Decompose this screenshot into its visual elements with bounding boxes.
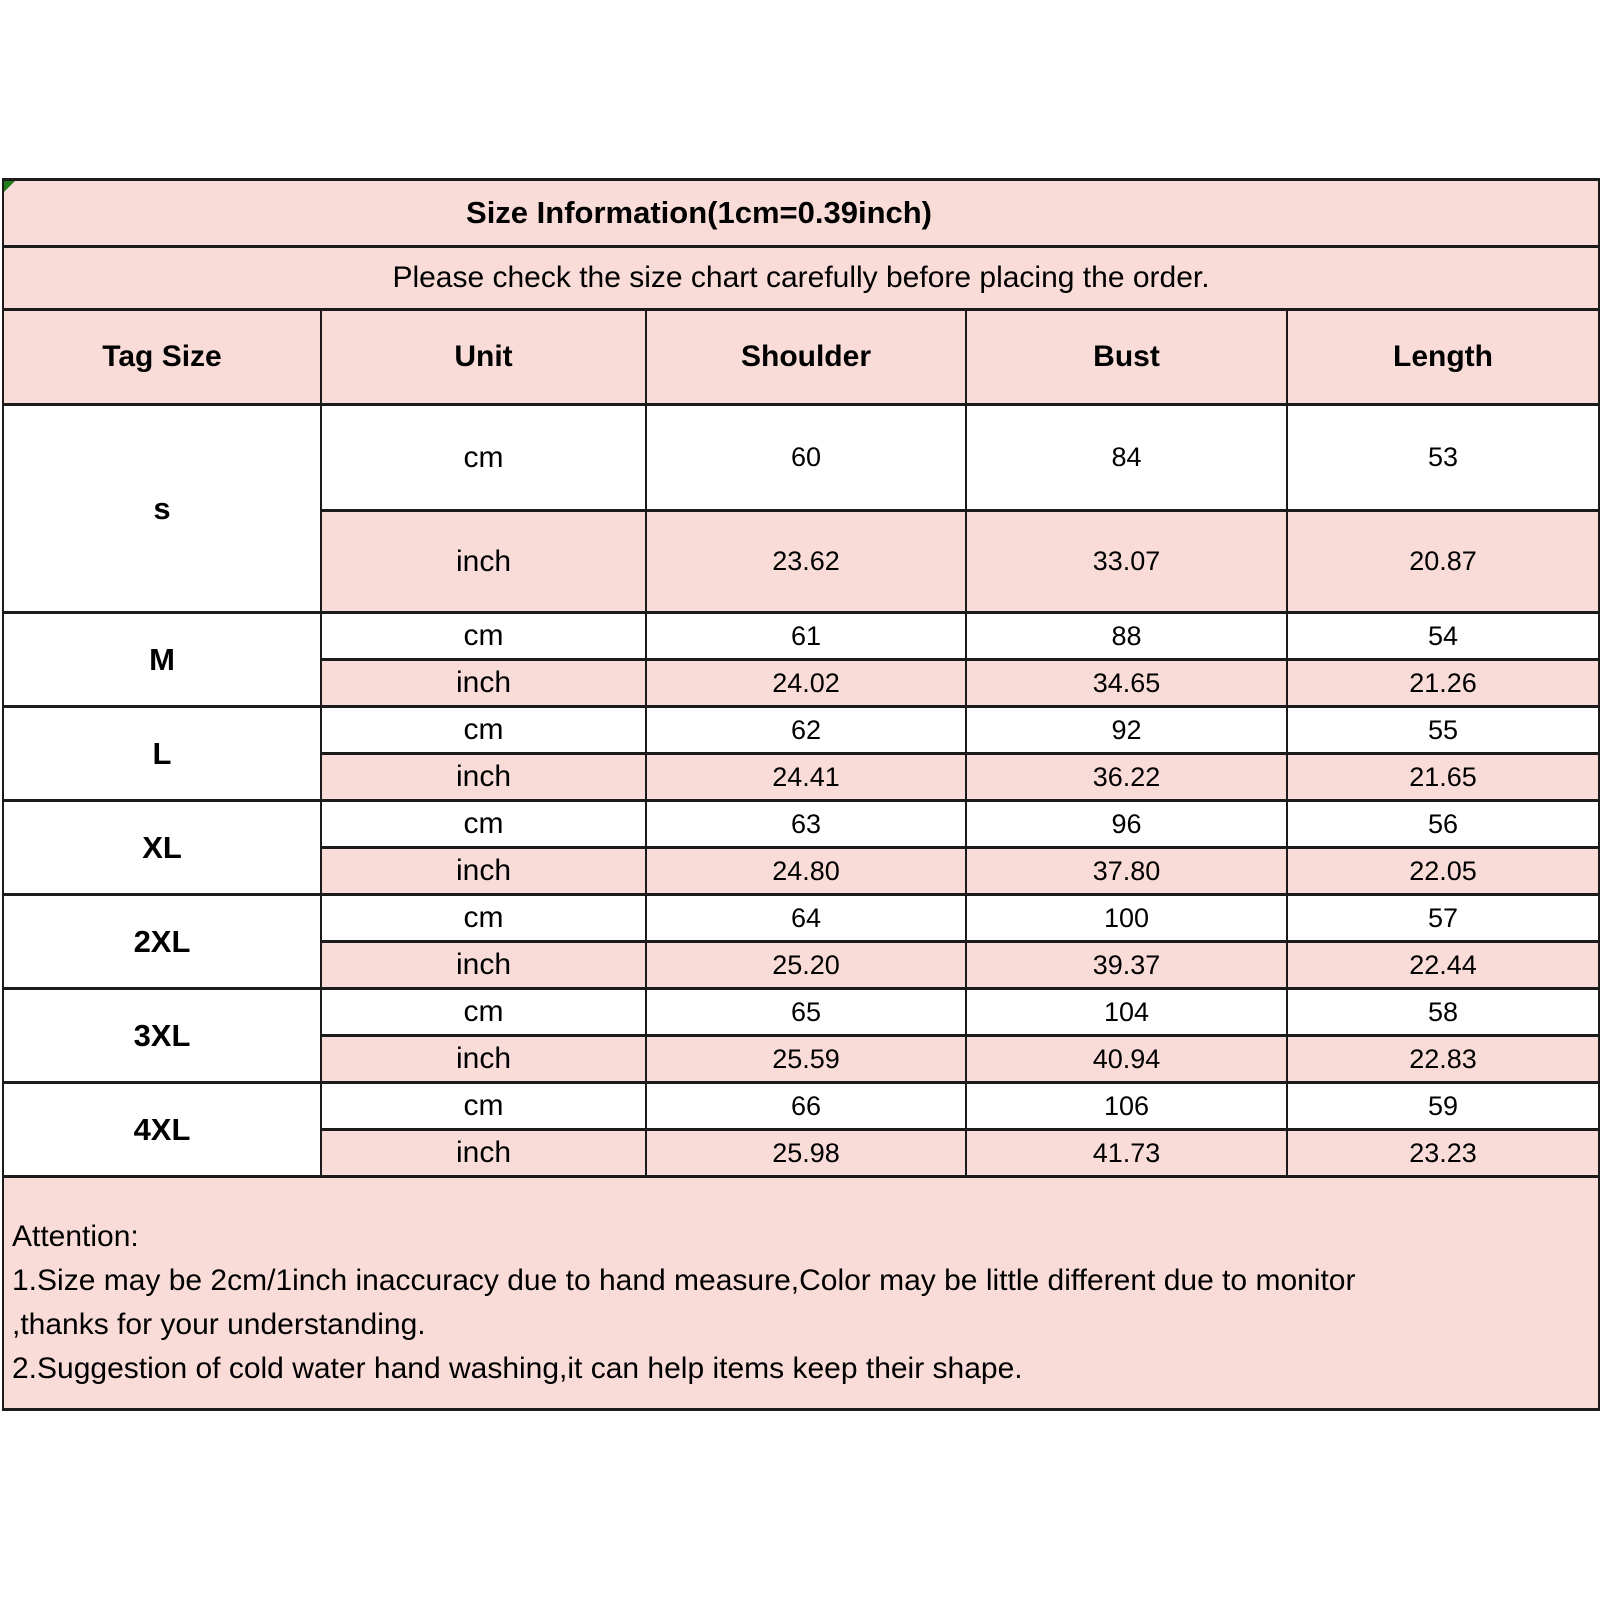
attention-row — [3, 1177, 1599, 1410]
measurement-cell: 24.02 — [646, 660, 966, 707]
corner-triangle-icon — [4, 181, 15, 192]
unit-cell: inch — [321, 1130, 646, 1177]
measurement-cell: 61 — [646, 613, 966, 660]
page-title: Size Information(1cm=0.39inch) — [466, 195, 932, 230]
unit-cell: inch — [321, 1036, 646, 1083]
attention-line: 1.Size may be 2cm/1inch inaccuracy due to hand measure,Color may be little different due to monitor — [12, 1264, 1356, 1297]
measurement-cell: 25.98 — [646, 1130, 966, 1177]
measurement-cell: 25.59 — [646, 1036, 966, 1083]
measurement-cell: 24.41 — [646, 754, 966, 801]
measurement-cell: 59 — [1287, 1083, 1599, 1130]
unit-cell: cm — [321, 1083, 646, 1130]
table-row — [3, 613, 1599, 660]
table-row — [3, 989, 1599, 1036]
measurement-cell: 66 — [646, 1083, 966, 1130]
attention-note — [3, 1177, 1599, 1410]
unit-cell: cm — [321, 989, 646, 1036]
table-row — [3, 1083, 1599, 1130]
unit-cell: cm — [321, 405, 646, 511]
tag-size-cell-xl: XL — [3, 801, 321, 895]
size-table — [2, 178, 1600, 1411]
measurement-cell: 23.62 — [646, 511, 966, 613]
tag-size-cell-4xl: 4XL — [3, 1083, 321, 1177]
unit-cell: inch — [321, 848, 646, 895]
measurement-cell: 21.26 — [1287, 660, 1599, 707]
measurement-cell: 55 — [1287, 707, 1599, 754]
unit-cell: cm — [321, 613, 646, 660]
unit-cell: inch — [321, 754, 646, 801]
measurement-cell: 65 — [646, 989, 966, 1036]
measurement-cell: 106 — [966, 1083, 1287, 1130]
unit-cell: cm — [321, 801, 646, 848]
measurement-cell: 63 — [646, 801, 966, 848]
measurement-cell: 96 — [966, 801, 1287, 848]
unit-cell: inch — [321, 511, 646, 613]
measurement-cell: 39.37 — [966, 942, 1287, 989]
measurement-cell: 53 — [1287, 405, 1599, 511]
measurement-cell: 104 — [966, 989, 1287, 1036]
table-row — [3, 405, 1599, 511]
measurement-cell: 25.20 — [646, 942, 966, 989]
measurement-cell: 37.80 — [966, 848, 1287, 895]
table-row — [3, 801, 1599, 848]
measurement-cell: 58 — [1287, 989, 1599, 1036]
subtitle-cell: Please check the size chart carefully before placing the order. — [3, 247, 1599, 310]
column-header-length: Length — [1287, 310, 1599, 405]
tag-size-cell-l: L — [3, 707, 321, 801]
unit-cell: cm — [321, 895, 646, 942]
unit-cell: inch — [321, 942, 646, 989]
measurement-cell: 54 — [1287, 613, 1599, 660]
measurement-cell: 20.87 — [1287, 511, 1599, 613]
tag-size-cell-3xl: 3XL — [3, 989, 321, 1083]
column-header-shoulder: Shoulder — [646, 310, 966, 405]
measurement-cell: 22.44 — [1287, 942, 1599, 989]
measurement-cell: 60 — [646, 405, 966, 511]
measurement-cell: 36.22 — [966, 754, 1287, 801]
unit-cell: cm — [321, 707, 646, 754]
attention-line: 2.Suggestion of cold water hand washing,it can help items keep their shape. — [12, 1352, 1023, 1385]
unit-cell: inch — [321, 660, 646, 707]
measurement-cell: 57 — [1287, 895, 1599, 942]
measurement-cell: 88 — [966, 613, 1287, 660]
subtitle-row — [3, 247, 1599, 310]
measurement-cell: 41.73 — [966, 1130, 1287, 1177]
tag-size-cell-s: s — [3, 405, 321, 613]
measurement-cell: 34.65 — [966, 660, 1287, 707]
column-header-bust: Bust — [966, 310, 1287, 405]
measurement-cell: 62 — [646, 707, 966, 754]
measurement-cell: 84 — [966, 405, 1287, 511]
column-header-unit: Unit — [321, 310, 646, 405]
measurement-cell: 24.80 — [646, 848, 966, 895]
measurement-cell: 40.94 — [966, 1036, 1287, 1083]
measurement-cell: 56 — [1287, 801, 1599, 848]
tag-size-cell-2xl: 2XL — [3, 895, 321, 989]
measurement-cell: 64 — [646, 895, 966, 942]
title-row — [3, 180, 1599, 247]
attention-line: ,thanks for your understanding. — [12, 1308, 426, 1341]
table-row — [3, 707, 1599, 754]
measurement-cell: 23.23 — [1287, 1130, 1599, 1177]
tag-size-cell-m: M — [3, 613, 321, 707]
title-cell — [3, 180, 1599, 247]
attention-heading: Attention: — [12, 1220, 139, 1253]
measurement-cell: 92 — [966, 707, 1287, 754]
header-row — [3, 310, 1599, 405]
measurement-cell: 22.83 — [1287, 1036, 1599, 1083]
table-row — [3, 895, 1599, 942]
column-header-tag-size: Tag Size — [3, 310, 321, 405]
measurement-cell: 22.05 — [1287, 848, 1599, 895]
measurement-cell: 100 — [966, 895, 1287, 942]
measurement-cell: 21.65 — [1287, 754, 1599, 801]
measurement-cell: 33.07 — [966, 511, 1287, 613]
